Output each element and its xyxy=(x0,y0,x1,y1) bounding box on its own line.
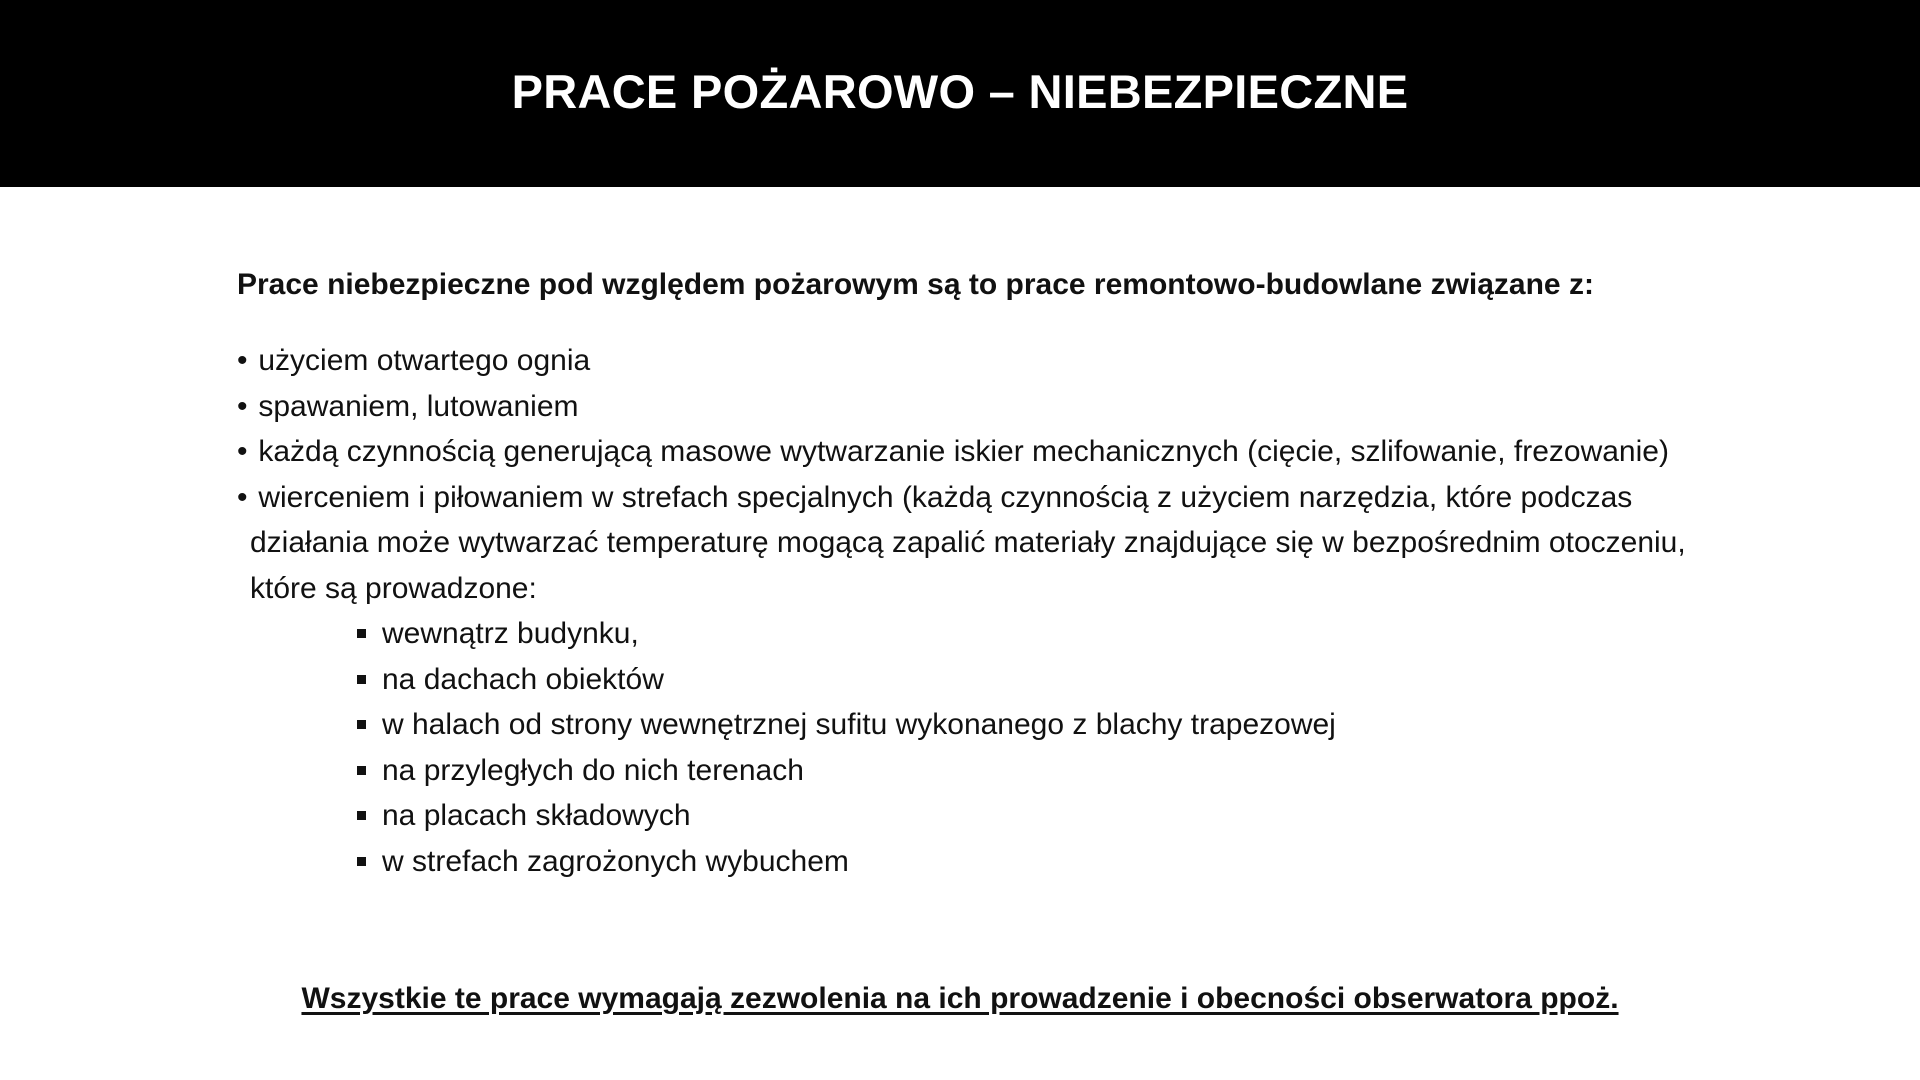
square-bullet-icon xyxy=(357,720,366,729)
sub-item-text: wewnątrz budynku, xyxy=(382,617,639,650)
sub-item-text: na przyległych do nich terenach xyxy=(382,753,804,787)
bullet-item-open-fire xyxy=(237,338,1757,384)
sub-item-explosion-zones xyxy=(357,839,1757,885)
square-bullet-icon xyxy=(357,629,366,638)
bullet-icon: • xyxy=(237,435,248,468)
sub-item-roofs xyxy=(357,657,1757,703)
sub-item-halls xyxy=(357,702,1757,748)
slide-title: PRACE POŻAROWO – NIEBEZPIECZNE xyxy=(511,65,1409,118)
sub-item-text: na dachach obiektów xyxy=(382,662,664,696)
sub-item-adjacent-areas xyxy=(357,748,1757,794)
bullet-item-drilling xyxy=(237,475,1757,612)
bullet-icon: • xyxy=(237,389,248,423)
intro-text: Prace niebezpieczne pod względem pożarowym są to prace remontowo-budowlane związane z: xyxy=(237,268,1594,301)
sub-item-text: w halach od strony wewnętrznej sufitu wykonanego z blachy trapezowej xyxy=(382,708,1336,741)
slide-content xyxy=(237,262,1757,884)
sub-item-inside-building xyxy=(357,611,1757,657)
square-bullet-icon xyxy=(357,766,366,775)
sub-item-text: w strefach zagrożonych wybuchem xyxy=(382,844,849,878)
bullet-icon: • xyxy=(237,480,248,514)
bullet-item-welding xyxy=(237,384,1757,430)
bullet-list xyxy=(237,338,1757,611)
square-bullet-icon xyxy=(357,811,366,820)
square-bullet-icon xyxy=(357,675,366,684)
permit-requirement-note: Wszystkie te prace wymagają zezwolenia na ich prowadzenie i obecności obserwatora ppoż. xyxy=(301,982,1619,1015)
bullet-text: wierceniem i piłowaniem w strefach specjalnych (każdą czynnością z użyciem narzędzia, które podczas działania może wytwarzać temperaturę mogącą zapalić materiały znajdujące się w bezpośrednim otoczeniu, które są prowadzone: xyxy=(250,480,1686,605)
sub-item-storage-yards xyxy=(357,793,1757,839)
bullet-item-sparks xyxy=(237,429,1757,475)
square-bullet-icon xyxy=(357,857,366,866)
bullet-text: spawaniem, lutowaniem xyxy=(258,389,579,423)
bullet-text: każdą czynnością generującą masowe wytwarzanie iskier mechanicznych (cięcie, szlifowanie, frezowanie) xyxy=(258,435,1669,468)
bullet-icon: • xyxy=(237,344,248,377)
sub-item-text: na placach składowych xyxy=(382,799,691,832)
bullet-text: użyciem otwartego ognia xyxy=(258,344,591,377)
sub-bullet-list xyxy=(237,611,1757,884)
